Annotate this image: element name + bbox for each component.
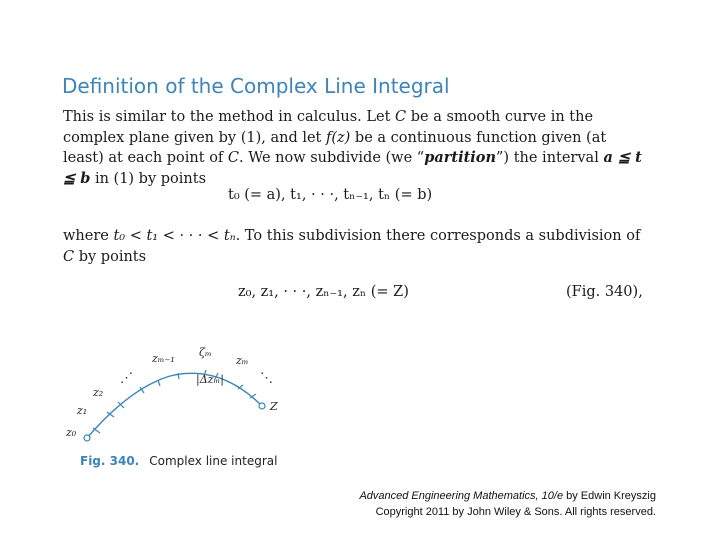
label-delta-zm: |Δzₘ| [196, 373, 224, 386]
division-ticks [93, 370, 256, 433]
slide-title: Definition of the Complex Line Integral [62, 74, 450, 98]
label-z1: z₁ [77, 404, 88, 417]
curve-points-equation: z₀, z₁, · · ·, zₙ₋₁, zₙ (= Z) [238, 284, 409, 300]
label-zeta-m: ζₘ [199, 346, 212, 359]
label-z2: z₂ [93, 386, 104, 399]
book-author: by Edwin Kreyszig [563, 490, 656, 502]
start-point-z0 [84, 435, 90, 441]
equation-reference: (Fig. 340), [566, 284, 643, 300]
label-zm-minus-1: zₘ₋₁ [152, 352, 175, 365]
curve-path [87, 373, 262, 438]
figure-caption [80, 454, 277, 468]
label-zm: zₘ [236, 354, 249, 367]
ellipsis-left: ⋰ [120, 371, 133, 386]
partition-points-equation: t₀ (= a), t₁, · · ·, tₙ₋₁, tₙ (= b) [228, 187, 433, 203]
definition-paragraph: This is similar to the method in calculus. Let C be a smooth curve in the complex plane given by (1), and let f(z) be a continuous function given (at least) at each point of C. We now subdivide (we “partition”) the interval a ≦ t ≦ b in (1) by points [63, 109, 642, 187]
figure-340 [60, 338, 300, 450]
end-point-Z [259, 403, 265, 409]
book-title: Advanced Engineering Mathematics, 10/e [359, 490, 564, 502]
caption-text: Complex line integral [149, 454, 278, 468]
subdivision-paragraph: where t₀ < t₁ < · · · < tₙ. To this subdivision there corresponds a subdivision of C by points [63, 228, 641, 265]
label-z0: z₀ [66, 426, 77, 439]
ellipsis-right: ⋱ [260, 371, 273, 386]
caption-number: Fig. 340. [80, 454, 140, 468]
label-Z: Z [270, 400, 278, 413]
book-credit [359, 489, 656, 520]
copyright-line: Copyright 2011 by John Wiley & Sons. All rights reserved. [375, 505, 656, 518]
